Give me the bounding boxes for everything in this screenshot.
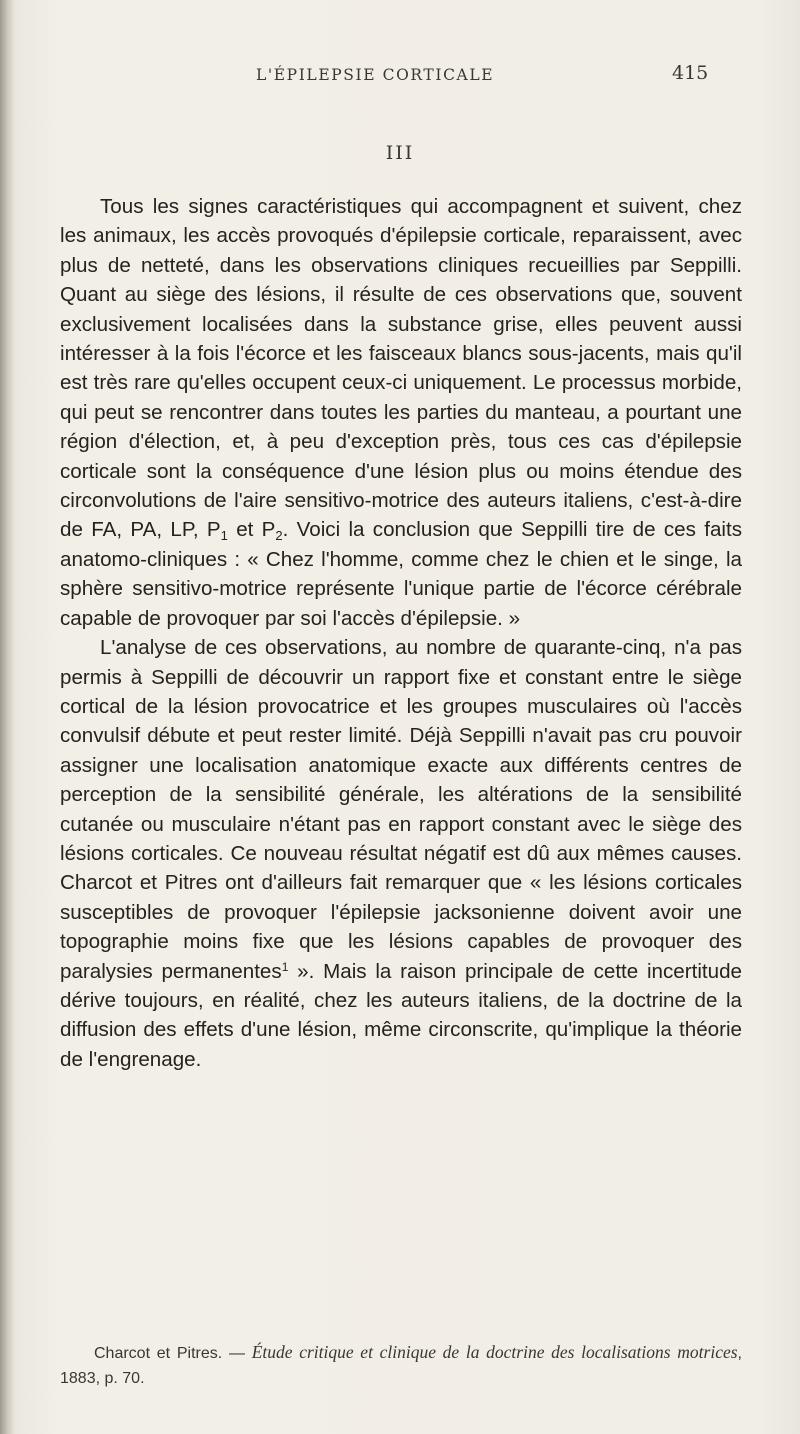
footnote-title: Étude critique et clinique de la doctrine des localisations motrices [251, 1342, 738, 1362]
paragraph-text: L'analyse de ces observations, au nombre de quarante-cinq, n'a pas permis à Seppilli de découvrir un rapport fixe et constant entre le siège cortical de la lésion provocatrice et les groupes musculaires où l'accès convulsif débute et peut rester limité. Déjà Seppilli n'avait pas cru pouvoir assigner une localisation anatomique exacte aux différents centres de perception de la sensibilité générale, les altérations de la sensibilité cutanée ou musculaire n'étant pas en rapport constant avec le siège des lésions corticales. Ce nouveau résultat négatif est dû aux mêmes causes. Charcot et Pitres ont d'ailleurs fait remarquer que « les lésions corticales susceptibles de provoquer l'épilepsie jacksonienne doivent avoir une topographie moins fixe que les lésions capables de provoquer des paralysies permanentes [60, 636, 742, 983]
running-head: L'ÉPILEPSIE CORTICALE [256, 66, 495, 84]
footnote-text [60, 1340, 742, 1391]
paragraph-text: Tous les signes caractéristiques qui accompagnent et suivent, chez les animaux, les accès provoqués d'épilepsie corticale, reparaissent, avec plus de netteté, dans les observations cliniques recueillies par Seppilli. Quant au siège des lésions, il résulte de ces observations que, souvent exclusivement localisées dans la substance grise, elles peuvent aussi intéresser à la fois l'écorce et les faisceaux blancs sous-jacents, mais qu'il est très rare qu'elles occupent ceux-ci uniquement. Le processus morbide, qui peut se rencontrer dans toutes les parties du manteau, a pourtant une région d'élection, et, à peu d'exception près, tous ces cas d'épilepsie corticale sont la conséquence d'une lésion plus ou moins étendue des circonvolutions de l'aire sensitivo-motrice des auteurs italiens, c'est-à-dire de FA, PA, LP, P [60, 195, 742, 542]
body-text [60, 192, 742, 1074]
footnote-marker: 1 [281, 959, 289, 974]
paragraph-text: et P [227, 518, 276, 542]
paragraph-text: . Voici la conclusion que Seppilli tire de ces faits anatomo-cliniques : « Chez l'homme, comme chez le chien et le singe, la sphère sensitivo-motrice représente l'unique partie de l'écorce cérébrale capable de provoquer par soi l'accès d'épilepsie. » [60, 518, 742, 630]
footnote-authors: Charcot et Pitres. — [94, 1345, 252, 1362]
section-heading: III [385, 142, 415, 164]
footnote [60, 1340, 742, 1391]
paragraph-1 [60, 192, 742, 633]
binding-shadow [0, 0, 14, 1434]
subscript: 2 [275, 528, 283, 544]
paragraph-text: ». Mais la raison principale de cette incertitude dérive toujours, en réalité, chez les auteurs italiens, de la doctrine de la diffusion des effets d'une lésion, même circonscrite, qu'implique la théorie de l'engrenage. [60, 959, 742, 1071]
page-number: 415 [672, 62, 709, 84]
subscript: 1 [220, 528, 228, 544]
footnote-details: , 1883, p. 70. [60, 1345, 742, 1387]
paragraph-2 [60, 633, 742, 1074]
